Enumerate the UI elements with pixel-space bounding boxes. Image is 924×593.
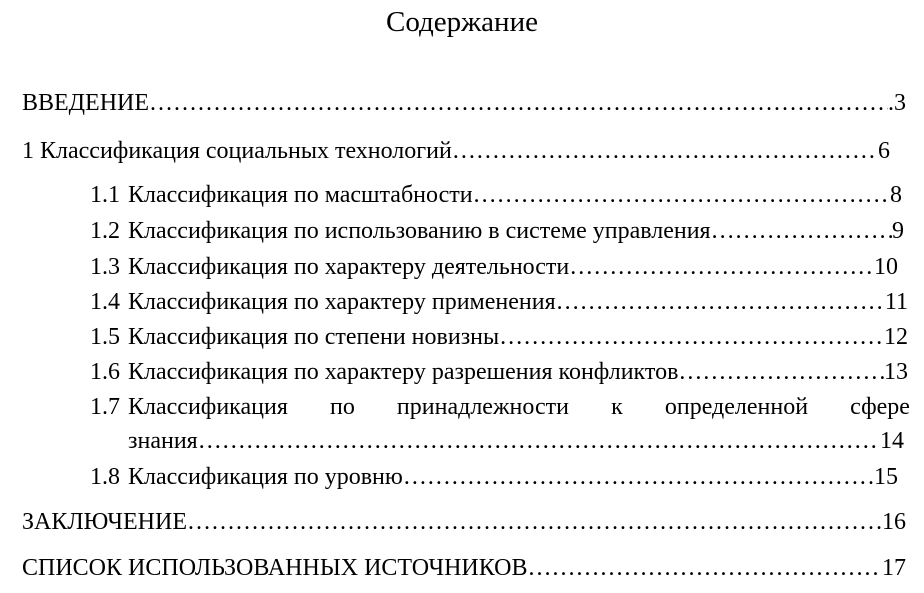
toc-entry-label xyxy=(128,390,910,424)
dot-leader xyxy=(452,134,878,168)
toc-entry-label: Классификация по характеру деятельности xyxy=(128,254,570,280)
toc-entry-section-1-5[interactable] xyxy=(90,320,908,354)
toc-entry-conclusion[interactable] xyxy=(22,505,906,539)
toc-page-number: 17 xyxy=(882,555,906,581)
dot-leader xyxy=(499,320,884,354)
toc-page-number: 11 xyxy=(884,289,908,315)
toc-section-number: 1.1 xyxy=(90,182,120,208)
toc-entry-label: 1 Классификация социальных технологий xyxy=(22,138,452,164)
toc-word: Классификация xyxy=(128,394,288,420)
toc-section-number: 1.4 xyxy=(90,289,120,315)
dot-leader xyxy=(149,86,888,120)
toc-section-number: 1.7 xyxy=(90,394,120,420)
toc-entry-section-1-6[interactable] xyxy=(90,355,908,389)
toc-section-number: 1.3 xyxy=(90,254,120,280)
toc-entry-sources[interactable] xyxy=(22,551,906,585)
toc-section-number: 1.6 xyxy=(90,359,120,385)
toc-entry-section-1-1[interactable] xyxy=(90,178,902,212)
toc-entry-label: Классификация по характеру разрешения конфликтов xyxy=(128,359,679,385)
toc-page-number: .3 xyxy=(888,90,906,116)
toc-page-number: 6 xyxy=(878,138,890,164)
toc-section-number: 1.2 xyxy=(90,218,120,244)
toc-page-number: 12 xyxy=(884,324,908,350)
toc-page-number: 9 xyxy=(892,218,904,244)
toc-word: по xyxy=(329,394,355,420)
toc-entry-label: Классификация по использованию в системе управления xyxy=(128,218,711,244)
toc-entry-label: знания xyxy=(128,428,198,454)
toc-page-number: 8 xyxy=(890,182,902,208)
toc-page-number: 10 xyxy=(874,254,898,280)
dot-leader xyxy=(569,250,874,284)
dot-leader xyxy=(198,424,880,458)
toc-entry-label: СПИСОК ИСПОЛЬЗОВАННЫХ ИСТОЧНИКОВ xyxy=(22,555,528,581)
toc-page-number: 16 xyxy=(882,509,906,535)
dot-leader xyxy=(403,460,868,494)
toc-entry-label: ЗАКЛЮЧЕНИЕ xyxy=(22,509,187,535)
toc-word: определенной xyxy=(664,394,809,420)
toc-entry-chapter-1[interactable] xyxy=(22,134,890,168)
toc-entry-section-1-2[interactable] xyxy=(90,214,904,248)
toc-section-number: 1.8 xyxy=(90,464,120,490)
toc-entry-section-1-3[interactable] xyxy=(90,250,898,284)
dot-leader xyxy=(528,551,882,585)
toc-entry-section-1-8[interactable] xyxy=(90,460,898,494)
toc-word: сфере xyxy=(850,394,910,420)
toc-entry-label: Классификация по уровню xyxy=(128,464,403,490)
toc-entry-section-1-7[interactable] xyxy=(90,390,910,424)
toc-entry-section-1-4[interactable] xyxy=(90,285,908,319)
toc-page-number: 14 xyxy=(880,428,904,454)
toc-entry-introduction[interactable] xyxy=(22,86,906,120)
toc-word: принадлежности xyxy=(396,394,569,420)
toc-page-number: 13 xyxy=(884,359,908,385)
dot-leader xyxy=(473,178,890,212)
dot-leader xyxy=(187,505,882,539)
toc-section-number: 1.5 xyxy=(90,324,120,350)
toc-entry-label: Классификация по масштабности xyxy=(128,182,473,208)
toc-entry-label: Классификация по степени новизны xyxy=(128,324,500,350)
toc-entry-section-1-7-continuation[interactable] xyxy=(128,424,904,458)
toc-entry-label: ВВЕДЕНИЕ xyxy=(22,90,150,116)
dot-leader xyxy=(711,214,892,248)
dot-leader xyxy=(678,355,884,389)
page-title: Содержание xyxy=(386,6,538,38)
toc-word: к xyxy=(611,394,623,420)
toc-entry-label: Классификация по характеру применения xyxy=(128,289,556,315)
dot-leader xyxy=(556,285,885,319)
toc-page-number: .15 xyxy=(868,464,898,490)
